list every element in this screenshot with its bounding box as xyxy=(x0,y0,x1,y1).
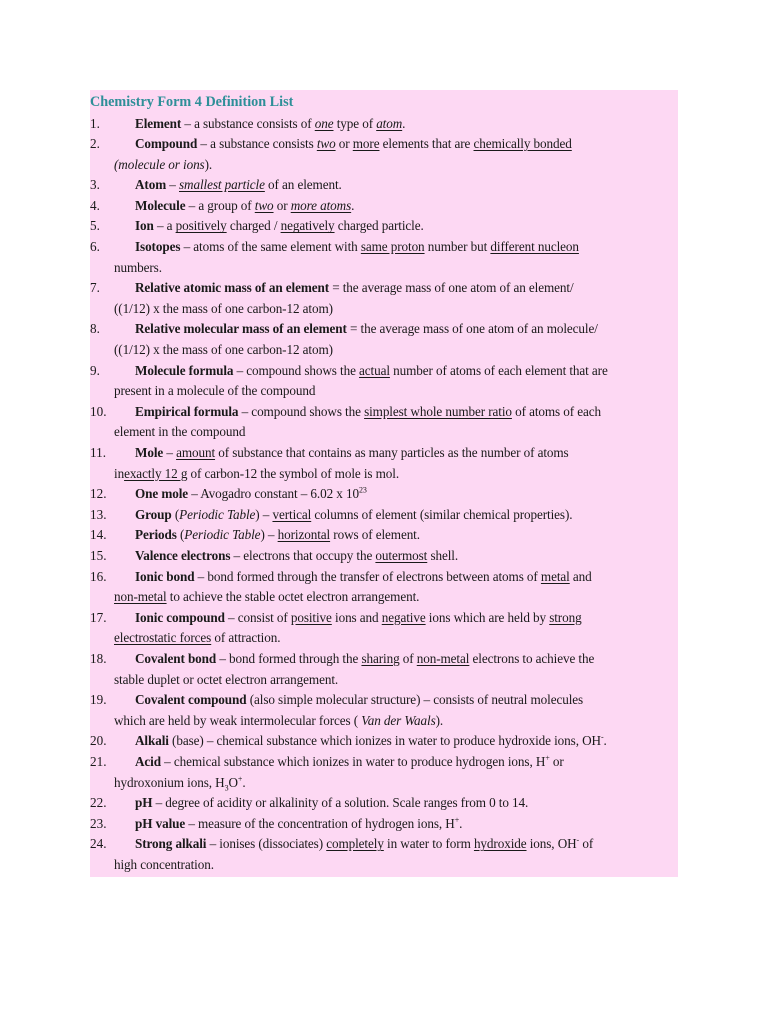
definition-line xyxy=(90,278,678,299)
text-segment: in xyxy=(114,465,125,481)
term: Ionic bond xyxy=(135,568,195,584)
term: One mole xyxy=(135,486,189,502)
text-segment: ions and xyxy=(331,609,382,625)
text-segment: Periodic Table xyxy=(179,506,256,522)
text-segment: ((1/12) x the mass of one carbon-12 atom) xyxy=(114,300,333,316)
document-title: Chemistry Form 4 Definition List xyxy=(90,94,294,110)
item-number: 20. xyxy=(90,733,107,749)
definition-line-continued xyxy=(90,464,678,485)
term: Atom xyxy=(135,177,167,193)
text-segment: = the average mass of one atom of an element/ xyxy=(329,280,574,296)
text-segment: (molecule or ions xyxy=(114,156,205,172)
item-number: 11. xyxy=(90,445,106,460)
text-segment: - xyxy=(576,835,580,845)
definition-item xyxy=(90,114,678,135)
definition-line-continued xyxy=(90,855,678,876)
text-segment: – bond formed through the transfer of electrons between atoms of xyxy=(194,568,541,584)
item-number: 24. xyxy=(90,836,107,852)
definition-line-continued xyxy=(90,587,678,608)
definition-line-continued xyxy=(90,628,678,649)
definition-line xyxy=(90,567,678,588)
item-number: 5. xyxy=(90,218,100,234)
definition-item xyxy=(90,690,678,731)
definition-line xyxy=(90,319,678,340)
text-segment: more atoms xyxy=(290,197,352,213)
term: Ion xyxy=(135,218,154,234)
text-segment: of atoms of each xyxy=(511,403,602,419)
definition-line-continued xyxy=(90,670,678,691)
text-segment: O xyxy=(228,774,238,790)
text-segment: columns of element (similar chemical properties). xyxy=(311,506,573,522)
text-segment: charged particle. xyxy=(334,218,424,234)
text-segment: . xyxy=(242,774,246,790)
definition-line xyxy=(90,216,678,237)
term: pH xyxy=(135,795,153,811)
text-segment: – electrons that occupy the xyxy=(230,547,376,563)
definition-line-continued xyxy=(90,299,678,320)
text-segment: chemically bonded xyxy=(473,136,572,152)
item-number: 7. xyxy=(90,280,100,296)
definition-line xyxy=(90,690,678,711)
text-segment: – Avogadro constant – 6.02 x 10 xyxy=(188,486,359,502)
definition-line-continued xyxy=(90,155,678,176)
term: Element xyxy=(135,115,182,131)
term: Acid xyxy=(135,753,161,769)
definition-item xyxy=(90,237,678,278)
definition-line-continued xyxy=(90,340,678,361)
term: Relative molecular mass of an element xyxy=(135,321,347,337)
definition-line xyxy=(90,608,678,629)
term: Alkali xyxy=(135,733,169,749)
item-number: 22. xyxy=(90,795,107,811)
definition-line xyxy=(90,484,678,505)
text-segment: – atoms of the same element with xyxy=(180,239,361,255)
text-segment: same proton xyxy=(360,239,425,255)
definition-list xyxy=(90,114,678,876)
term: Covalent compound xyxy=(135,692,247,708)
text-segment: – a xyxy=(153,218,176,234)
item-number: 16. xyxy=(90,568,107,584)
text-segment: horizontal xyxy=(277,527,331,543)
definition-line xyxy=(90,114,678,135)
text-segment: – consist of xyxy=(224,609,291,625)
definition-item xyxy=(90,505,678,526)
text-segment: stable duplet or octet electron arrangement. xyxy=(114,671,339,687)
item-number: 9. xyxy=(90,362,100,378)
text-segment: metal xyxy=(540,568,570,584)
text-segment: – a substance consists of xyxy=(181,115,315,131)
definition-item xyxy=(90,834,678,875)
text-segment: – measure of the concentration of hydrogen ions, H xyxy=(185,815,455,831)
text-segment: ((1/12) x the mass of one carbon-12 atom) xyxy=(114,342,333,358)
term: Relative atomic mass of an element xyxy=(135,280,329,296)
item-number: 10. xyxy=(90,403,107,419)
definition-item xyxy=(90,402,678,443)
text-segment: . xyxy=(459,815,463,831)
text-segment: exactly 12 g xyxy=(124,465,188,481)
text-segment: – ionises (dissociates) xyxy=(206,836,327,852)
text-segment: element in the compound xyxy=(114,424,246,440)
item-number: 1. xyxy=(90,115,100,131)
term: Molecule formula xyxy=(135,362,234,378)
text-segment: 23 xyxy=(358,485,367,495)
text-segment: ( xyxy=(171,506,180,522)
text-segment: rows of element. xyxy=(330,527,420,543)
text-segment: and xyxy=(569,568,592,584)
definition-line-continued xyxy=(90,258,678,279)
definition-item xyxy=(90,216,678,237)
text-segment: or xyxy=(335,136,353,152)
text-segment: of xyxy=(399,650,417,666)
text-segment: ( xyxy=(176,527,185,543)
definition-line-continued xyxy=(90,711,678,732)
definition-item xyxy=(90,196,678,217)
text-segment: – a substance consists xyxy=(197,136,317,152)
text-segment: ions, OH xyxy=(526,836,577,852)
text-segment: strong xyxy=(549,609,582,625)
definition-line xyxy=(90,361,678,382)
text-segment: one xyxy=(314,115,334,131)
text-segment: ). xyxy=(435,712,444,728)
definition-line xyxy=(90,793,678,814)
text-segment: positive xyxy=(290,609,332,625)
text-segment: non-metal xyxy=(416,650,470,666)
text-segment: number of atoms of each element that are xyxy=(389,362,608,378)
text-segment: – a group of xyxy=(185,197,255,213)
text-segment: two xyxy=(254,197,274,213)
definition-item xyxy=(90,443,678,484)
definition-item xyxy=(90,319,678,360)
definition-line-continued xyxy=(90,422,678,443)
item-number: 2. xyxy=(90,136,100,152)
definition-line xyxy=(90,237,678,258)
text-segment: ) – xyxy=(255,506,273,522)
text-segment: Periodic Table xyxy=(184,527,261,543)
text-segment: negative xyxy=(381,609,426,625)
term: pH value xyxy=(135,815,186,831)
text-segment: – compound shows the xyxy=(233,362,360,378)
text-segment: – chemical substance which ionizes in water to produce hydrogen ions, H xyxy=(160,753,546,769)
text-segment: vertical xyxy=(272,506,312,522)
item-number: 13. xyxy=(90,506,107,522)
text-segment: ). xyxy=(204,156,213,172)
text-segment: – degree of acidity or alkalinity of a solution. Scale ranges from 0 to 14. xyxy=(152,795,529,811)
item-number: 4. xyxy=(90,197,100,213)
definition-item xyxy=(90,567,678,608)
text-segment: in water to form xyxy=(383,836,474,852)
text-segment: of carbon-12 the symbol of mole is mol. xyxy=(187,465,400,481)
term: Empirical formula xyxy=(135,403,239,419)
text-segment: type of xyxy=(333,115,377,131)
text-segment: (also simple molecular structure) – consists of neutral molecules xyxy=(246,692,584,708)
text-segment: . xyxy=(402,115,406,131)
item-number: 3. xyxy=(90,177,100,193)
definition-line xyxy=(90,834,678,855)
term: Valence electrons xyxy=(135,547,231,563)
text-segment: or xyxy=(549,753,564,769)
text-segment: – xyxy=(163,445,177,460)
definition-line xyxy=(90,443,678,464)
definition-line xyxy=(90,175,678,196)
text-segment: atom xyxy=(376,115,403,131)
item-number: 23. xyxy=(90,815,107,831)
definition-item xyxy=(90,752,678,793)
text-segment: hydroxide xyxy=(473,836,527,852)
text-segment: of attraction. xyxy=(211,630,281,646)
term: Covalent bond xyxy=(135,650,217,666)
text-segment: shell. xyxy=(427,547,459,563)
text-segment: (base) – chemical substance which ionizes in water to produce hydroxide ions, OH xyxy=(168,733,601,749)
text-segment: numbers. xyxy=(114,259,162,275)
item-number: 19. xyxy=(90,692,107,708)
item-number: 14. xyxy=(90,527,107,543)
definition-item xyxy=(90,525,678,546)
item-number: 18. xyxy=(90,650,107,666)
definition-line-continued xyxy=(90,773,678,794)
definition-item xyxy=(90,546,678,567)
text-segment: high concentration. xyxy=(114,856,214,872)
item-number: 12. xyxy=(90,486,107,502)
definition-line xyxy=(90,196,678,217)
text-segment: . xyxy=(351,197,355,213)
text-segment: number but xyxy=(424,239,491,255)
text-segment: electrons to achieve the xyxy=(469,650,595,666)
term: Ionic compound xyxy=(135,609,225,625)
text-segment: or xyxy=(273,197,291,213)
text-segment: sharing xyxy=(361,650,400,666)
definition-item xyxy=(90,134,678,175)
text-segment: + xyxy=(237,774,243,784)
text-segment: which are held by weak intermolecular forces ( xyxy=(114,712,362,728)
definition-item xyxy=(90,361,678,402)
text-segment: amount xyxy=(176,445,216,460)
text-segment: Van der Waals xyxy=(361,712,436,728)
text-segment: charged / xyxy=(226,218,281,234)
term: Isotopes xyxy=(135,239,181,255)
item-number: 6. xyxy=(90,239,100,255)
definition-line xyxy=(90,752,678,773)
definition-item xyxy=(90,793,678,814)
text-segment: + xyxy=(545,753,550,763)
definition-line xyxy=(90,134,678,155)
text-segment: + xyxy=(454,815,460,825)
text-segment: of xyxy=(579,836,594,852)
text-segment: – bond formed through the xyxy=(216,650,362,666)
item-number: 8. xyxy=(90,321,100,337)
text-segment: ) – xyxy=(260,527,278,543)
text-segment: simplest whole number ratio xyxy=(364,403,512,419)
definition-item xyxy=(90,278,678,319)
text-segment: positively xyxy=(175,218,227,234)
definition-item xyxy=(90,649,678,690)
term: Strong alkali xyxy=(135,836,207,852)
text-segment: negatively xyxy=(280,218,335,234)
text-segment: electrostatic forces xyxy=(114,630,212,646)
text-segment: – xyxy=(166,177,179,193)
term: Group xyxy=(135,506,172,522)
definition-item xyxy=(90,484,678,505)
term: Compound xyxy=(135,136,198,152)
text-segment: present in a molecule of the compound xyxy=(114,383,316,399)
text-segment: . xyxy=(603,733,607,749)
text-segment: 3 xyxy=(224,783,229,793)
definition-line xyxy=(90,505,678,526)
item-number: 15. xyxy=(90,547,107,563)
definition-item xyxy=(90,608,678,649)
term: Periods xyxy=(135,527,177,543)
text-segment: – compound shows the xyxy=(238,403,365,419)
term: Mole xyxy=(135,445,164,460)
definition-item xyxy=(90,731,678,752)
definition-line xyxy=(90,525,678,546)
text-segment: non-metal xyxy=(114,589,167,605)
text-segment: two xyxy=(316,136,336,152)
item-number: 21. xyxy=(90,753,107,769)
text-segment: - xyxy=(600,732,604,742)
definition-line-continued xyxy=(90,381,678,402)
term: Molecule xyxy=(135,197,186,213)
text-segment: completely xyxy=(326,836,384,852)
text-segment: ions which are held by xyxy=(425,609,550,625)
text-segment: more xyxy=(352,136,380,152)
item-number: 17. xyxy=(90,609,107,625)
text-segment: hydroxonium ions, H xyxy=(114,774,225,790)
definition-line xyxy=(90,814,678,835)
text-segment: smallest particle xyxy=(179,177,265,193)
definition-line xyxy=(90,402,678,423)
definition-line xyxy=(90,546,678,567)
text-segment: = the average mass of one atom of an molecule/ xyxy=(346,321,598,337)
definition-line xyxy=(90,649,678,670)
text-segment: of substance that contains as many particles as the number of atoms xyxy=(215,445,569,460)
text-segment: actual xyxy=(359,362,390,378)
text-segment: to achieve the stable octet electron arrangement. xyxy=(166,589,420,605)
text-segment: elements that are xyxy=(379,136,474,152)
definition-line xyxy=(90,731,678,752)
text-segment: different nucleon xyxy=(490,239,579,255)
text-segment: outermost xyxy=(375,547,428,563)
text-segment: of an element. xyxy=(264,177,342,193)
definition-item xyxy=(90,175,678,196)
definition-item xyxy=(90,814,678,835)
